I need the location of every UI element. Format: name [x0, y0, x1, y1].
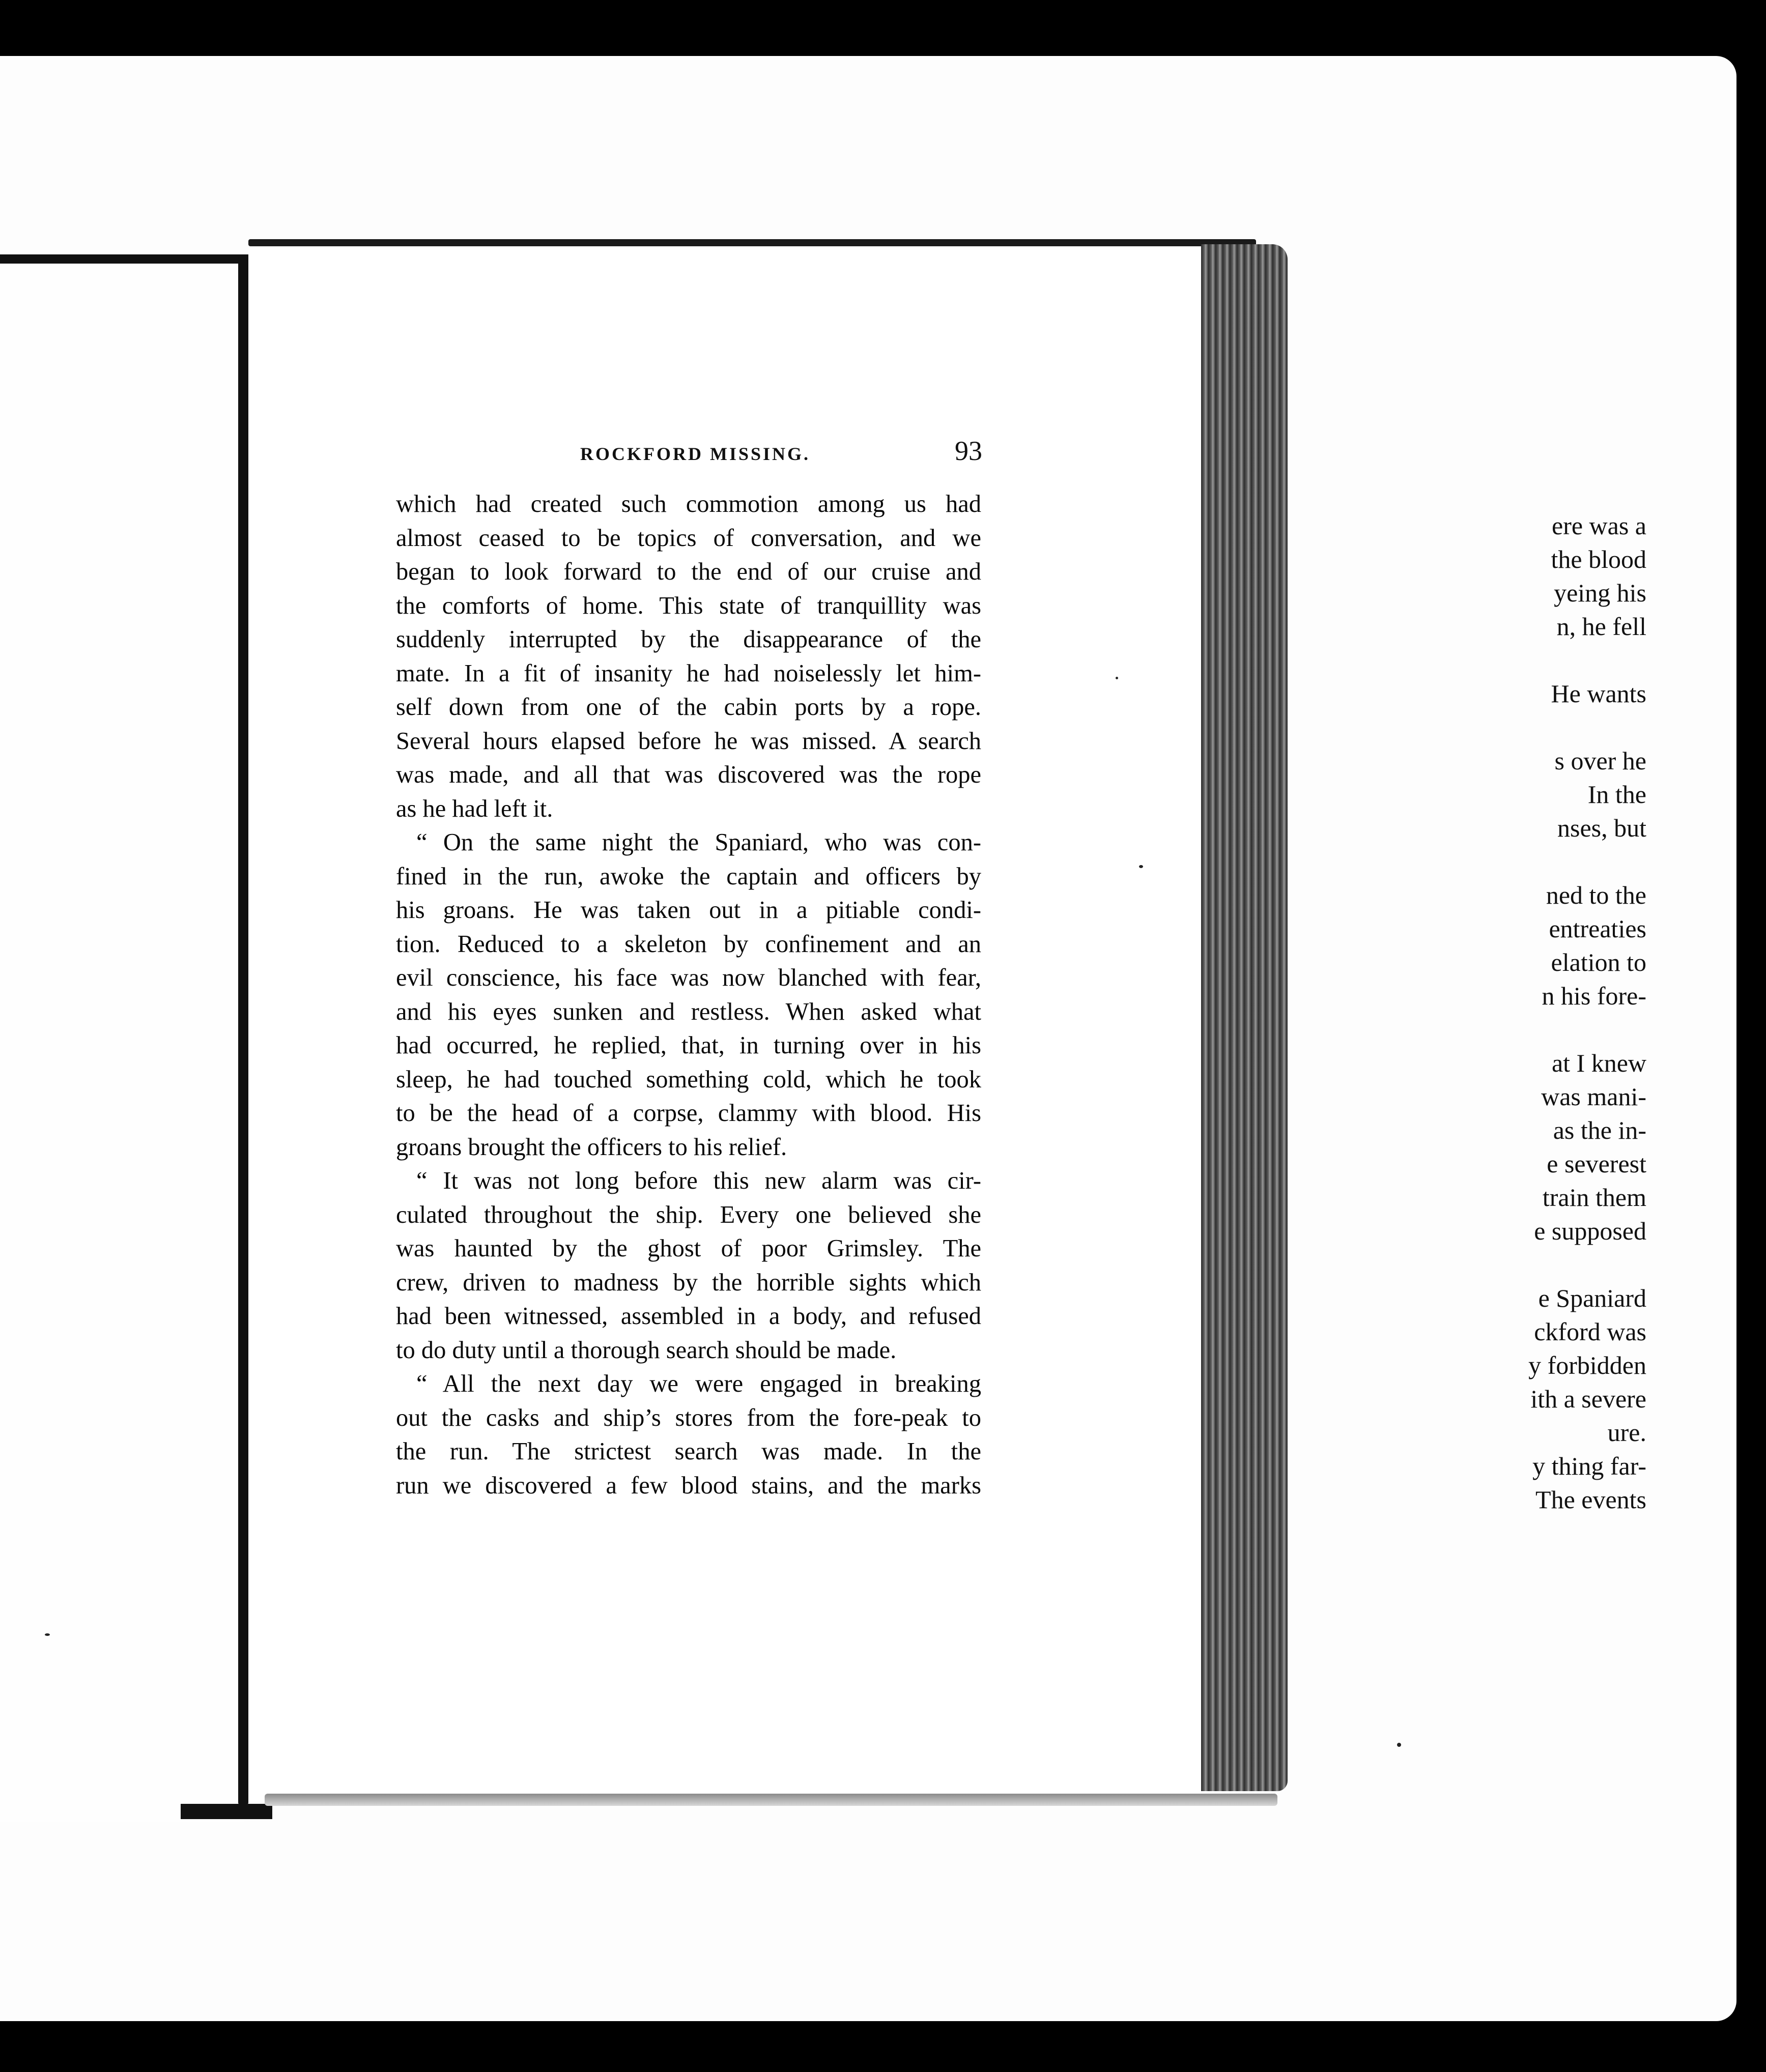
left-page-line: e Spaniard — [1538, 1284, 1646, 1312]
text-line: was made, and all that was discovered was the rope — [396, 761, 981, 788]
page-number: 93 — [955, 436, 982, 466]
left-page-line — [1519, 845, 1646, 878]
text-line: to be the head of a corpse, clammy with blood. His — [396, 1100, 981, 1127]
text-line: tion. Reduced to a skeleton by confinement and an — [396, 930, 981, 958]
text-line: evil conscience, his face was now blanched with fear, — [396, 964, 981, 991]
left-page-bottom-edge — [181, 1804, 272, 1819]
text-line: mate. In a fit of insanity he had noiselessly let him- — [396, 659, 981, 687]
left-page-line — [1519, 1248, 1646, 1281]
text-line: Several hours elapsed before he was missed. A search — [396, 727, 981, 755]
book-bottom-edge — [265, 1794, 1277, 1806]
running-title: ROCKFORD MISSING. — [580, 444, 811, 464]
text-line: as he had left it. — [396, 795, 553, 822]
left-page-line: n, he fell — [1556, 612, 1646, 641]
left-page-line: elation to — [1551, 948, 1646, 976]
left-page-line: as the in- — [1553, 1116, 1646, 1144]
left-page-line: ckford was — [1534, 1317, 1646, 1346]
left-page — [0, 254, 244, 1822]
left-page-line — [1519, 643, 1646, 677]
text-line: almost ceased to be topics of conversation, and we — [396, 524, 981, 552]
text-line: the run. The strictest search was made. In the — [396, 1438, 981, 1465]
left-page-line: nses, but — [1557, 814, 1646, 842]
text-line: had been witnessed, assembled in a body, and refused — [396, 1303, 981, 1330]
left-page-line: yeing his — [1554, 579, 1646, 607]
left-page-line: was mani- — [1541, 1082, 1646, 1111]
text-line: sleep, he had touched something cold, which he took — [396, 1066, 981, 1093]
text-line: suddenly interrupted by the disappearance of the — [396, 626, 981, 653]
left-page-line: He wants — [1551, 679, 1646, 708]
text-line: was haunted by the ghost of poor Grimsley. The — [396, 1235, 981, 1262]
left-page-line: The events — [1535, 1485, 1646, 1514]
running-head — [397, 435, 982, 467]
speck — [1139, 865, 1143, 868]
left-page-line — [1519, 710, 1646, 744]
left-page-line: entreaties — [1549, 914, 1646, 943]
left-page-line: e supposed — [1534, 1217, 1646, 1245]
left-page-line: In the — [1587, 780, 1646, 809]
text-line: “ All the next day we were engaged in breaking — [416, 1370, 981, 1397]
speck — [1116, 677, 1118, 679]
text-line: out the casks and ship’s stores from the fore-peak to — [396, 1404, 981, 1431]
body-text — [396, 487, 981, 1503]
left-page-line: y thing far- — [1532, 1452, 1646, 1480]
text-line: groans brought the officers to his relief. — [396, 1133, 787, 1161]
text-line: had occurred, he replied, that, in turning over in his — [396, 1032, 981, 1059]
book-top-edge — [248, 239, 1256, 246]
left-page-line: y forbidden — [1528, 1351, 1646, 1379]
text-line: “ It was not long before this new alarm was cir- — [416, 1167, 981, 1194]
text-line: crew, driven to madness by the horrible sights which — [396, 1269, 981, 1296]
left-page-line: ith a severe — [1530, 1385, 1646, 1413]
text-line: to do duty until a thorough search should be made. — [396, 1336, 897, 1364]
left-page-line: at I knew — [1551, 1049, 1646, 1077]
left-page-line: train them — [1542, 1183, 1646, 1212]
left-page-text — [1519, 509, 1646, 1527]
text-line: and his eyes sunken and restless. When asked what — [396, 998, 981, 1025]
left-page-line: e severest — [1547, 1149, 1646, 1178]
text-line: his groans. He was taken out in a pitiable condi- — [396, 897, 981, 924]
left-page-line: ned to the — [1546, 881, 1646, 909]
text-line: began to look forward to the end of our cruise and — [396, 558, 981, 585]
left-page-line: the blood — [1551, 545, 1646, 573]
text-line: run we discovered a few blood stains, and the marks — [396, 1472, 981, 1499]
left-page-line: s over he — [1554, 746, 1646, 775]
text-line: fined in the run, awoke the captain and officers by — [396, 862, 981, 890]
left-page-line: ure. — [1607, 1418, 1646, 1447]
left-page-line: n his fore- — [1542, 982, 1646, 1010]
speck — [1397, 1743, 1401, 1747]
speck — [45, 1633, 50, 1636]
left-page-line — [1519, 1013, 1646, 1046]
text-line: self down from one of the cabin ports by a rope. — [396, 694, 981, 721]
left-page-line: ere was a — [1552, 511, 1646, 540]
page-block-edge — [1201, 244, 1288, 1791]
text-line: the comforts of home. This state of tranquillity was — [396, 592, 981, 619]
text-line: which had created such commotion among us had — [396, 491, 981, 517]
text-line: “ On the same night the Spaniard, who was con- — [416, 829, 981, 856]
book-gutter — [238, 254, 248, 1806]
text-line: culated throughout the ship. Every one believed she — [396, 1201, 981, 1228]
